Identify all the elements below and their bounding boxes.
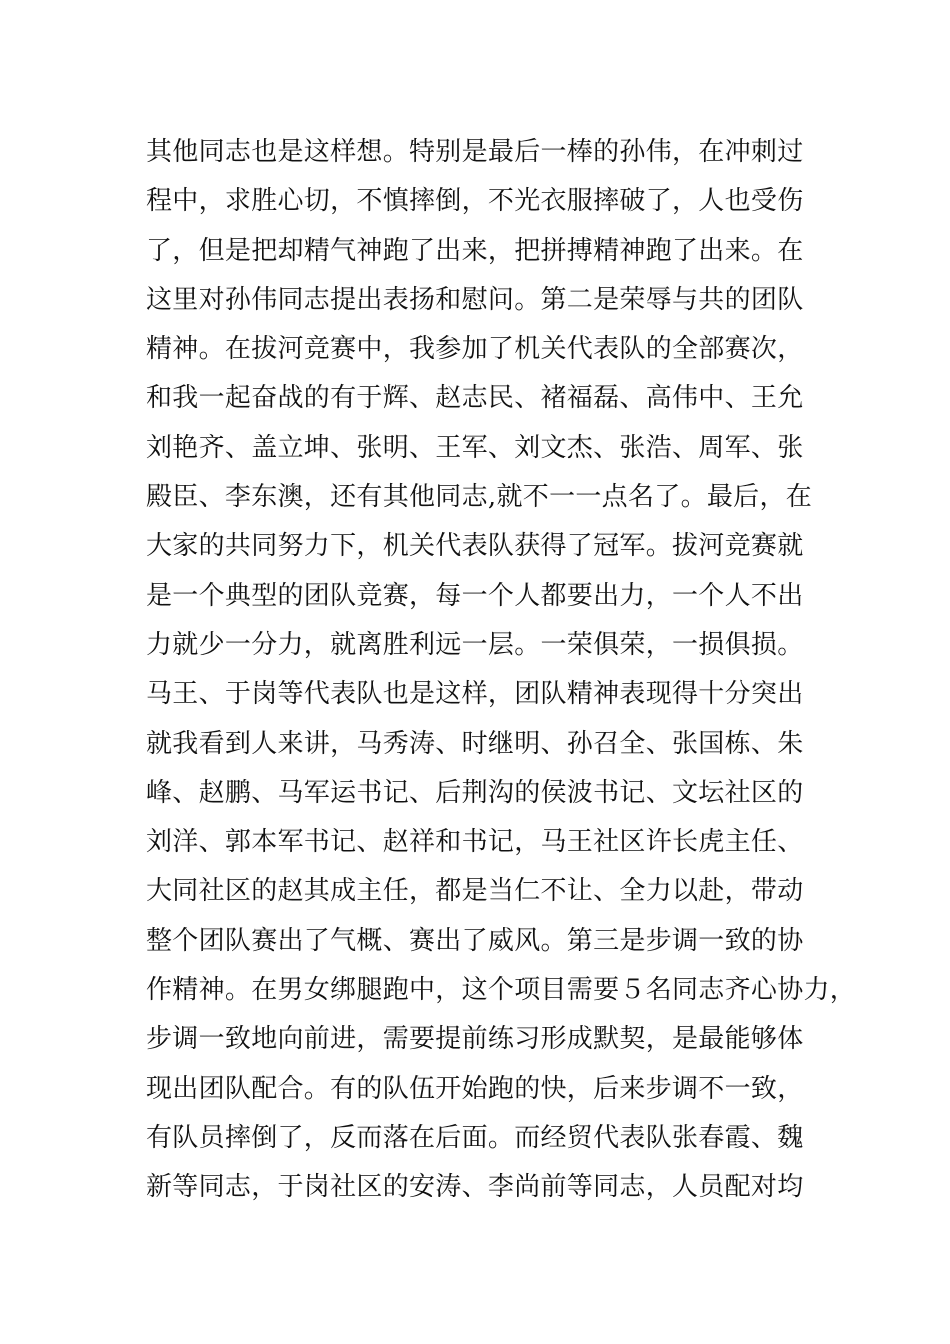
text-line: 其他同志也是这样想。特别是最后一棒的孙伟，在冲刺过	[146, 137, 804, 167]
text-line: 是一个典型的团队竞赛，每一个人都要出力，一个人不出	[146, 580, 804, 611]
body-text	[146, 128, 857, 1213]
text-line: 这里对孙伟同志提出表扬和慰问。第二是荣辱与共的团队	[146, 284, 804, 315]
text-line: 殿臣、李东澳，还有其他同志,就不一一点名了。最后，在	[146, 482, 813, 513]
text-line: 了，但是把却精气神跑了出来，把拼搏精神跑了出来。在	[146, 235, 804, 266]
text-line: 大同社区的赵其成主任，都是当仁不让、全力以赴，带动	[146, 876, 804, 907]
text-line: 峰、赵鹏、马军运书记、后荆沟的侯波书记、文坛社区的	[146, 777, 804, 808]
text-line: 刘洋、郭本军书记、赵祥和书记，马王社区许长虎主任、	[146, 827, 804, 858]
text-line: 和我一起奋战的有于辉、赵志民、褚福磊、高伟中、王允	[146, 383, 804, 414]
text-line: 现出团队配合。有的队伍开始跑的快，后来步调不一致，	[146, 1073, 804, 1104]
text-line: 整个团队赛出了气概、赛出了威风。第三是步调一致的协	[146, 925, 804, 956]
text-line: 力就少一分力，就离胜利远一层。一荣俱荣，一损俱损。	[146, 629, 804, 660]
text-line: 有队员摔倒了，反而落在后面。而经贸代表队张春霞、魏	[146, 1122, 804, 1153]
text-line: 就我看到人来讲，马秀涛、时继明、孙召全、张国栋、朱	[146, 728, 804, 759]
text-line: 马王、于岗等代表队也是这样，团队精神表现得十分突出	[146, 679, 804, 710]
text-line: 步调一致地向前进，需要提前练习形成默契，是最能够体	[146, 1024, 804, 1055]
text-line: 作精神。在男女绑腿跑中，这个项目需要５名同志齐心协力，	[146, 975, 857, 1006]
text-line: 精神。在拔河竞赛中，我参加了机关代表队的全部赛次，	[146, 334, 804, 365]
text-line: 大家的共同努力下，机关代表队获得了冠军。拔河竞赛就	[146, 531, 804, 562]
text-line: 刘艳齐、盖立坤、张明、王军、刘文杰、张浩、周军、张	[146, 432, 804, 463]
text-line: 程中，求胜心切，不慎摔倒，不光衣服摔破了，人也受伤	[146, 186, 804, 217]
text-line: 新等同志，于岗社区的安涛、李尚前等同志，人员配对均	[146, 1172, 804, 1203]
